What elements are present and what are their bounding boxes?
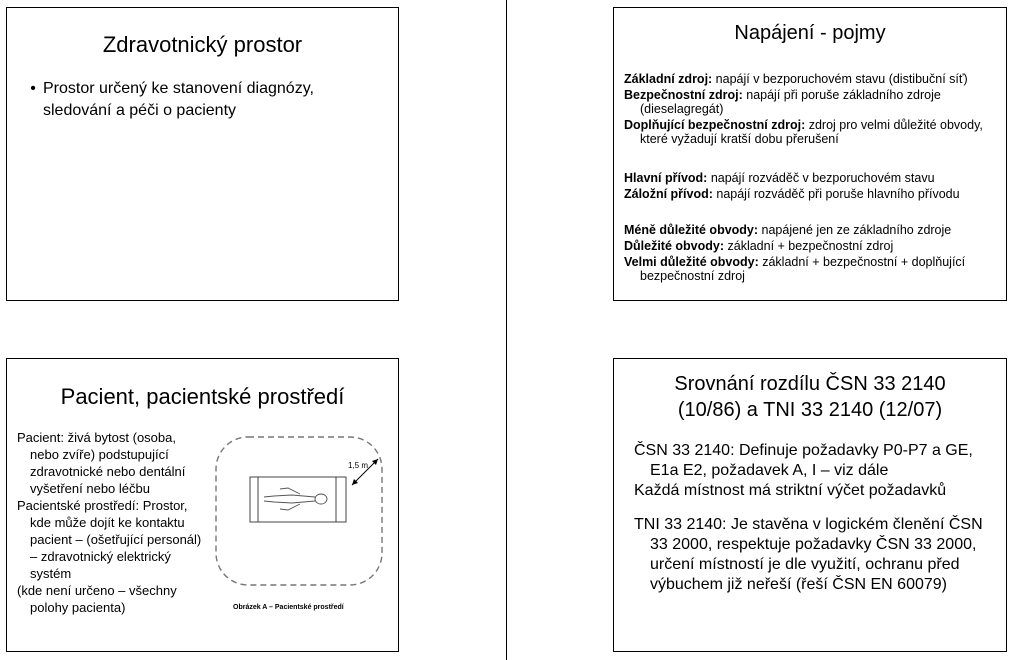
definition-desc: napájené jen ze základního zdroje [758, 223, 952, 237]
paragraph-tni: TNI 33 2140: Je stavěna v logickém členění ČSN 33 2000, respektuje požadavky ČSN 33 2000, určení místností je dle využití, ochranu před výbuchem již neřeší (řeší ČSN EN 60079) [634, 516, 983, 593]
slide-title: Zdravotnický prostor [102, 32, 303, 57]
slide-pacient-prostredi [6, 358, 399, 652]
bed-outline [250, 477, 346, 522]
paragraph-csn: ČSN 33 2140: Definuje požadavky P0-P7 a GE, E1a E2, požadavek A, I – viz dále [634, 442, 973, 479]
definition-term: Základní zdroj: [624, 72, 713, 86]
paragraph-prostredi: Pacientské prostředí: Prostor, kde může dojít ke kontaktu pacient – (ošetřující personál) – zdravotnický elektrický systém [17, 498, 202, 581]
slide-srovnani [613, 358, 1007, 652]
patient-environment-figure [202, 427, 397, 597]
definition-group-circuits [624, 223, 1002, 285]
patient-silhouette [264, 488, 327, 510]
definition-desc: napájí při poruše základního zdroje (dieselagregát) [640, 88, 941, 116]
slide-body [634, 441, 994, 595]
figure-caption: Obrázek A – Pacientské prostředí [233, 604, 344, 611]
definition-term: Důležité obvody: [624, 239, 725, 253]
slide-body [17, 429, 202, 616]
definition-item [624, 171, 1002, 185]
distance-label: 1,5 m [348, 461, 369, 470]
definition-term: Záložní přívod: [624, 187, 713, 201]
definition-desc: základní + bezpečnostní + doplňující bezpečnostní zdroj [640, 255, 966, 283]
definition-item [624, 223, 1002, 237]
definition-item [624, 239, 1002, 253]
paragraph-mistnost: Každá místnost má striktní výčet požadavků [634, 482, 947, 499]
slide-zdravotnicky-prostor [6, 7, 399, 301]
definition-item [624, 255, 1002, 283]
definition-item [624, 118, 1002, 146]
title-line-1: Srovnání rozdílu ČSN 33 2140 [674, 373, 946, 395]
definition-desc: základní + bezpečnostní zdroj [724, 239, 894, 253]
definition-term: Méně důležité obvody: [624, 223, 759, 237]
definition-item [624, 187, 1002, 201]
definition-item [624, 88, 1002, 116]
definition-term: Velmi důležité obvody: [624, 255, 759, 269]
paragraph-pacient: Pacient: živá bytost (osoba, nebo zvíře) podstupující zdravotnické nebo dentální vyšetření nebo léčbu [17, 430, 186, 496]
page-divider [506, 0, 507, 660]
definition-desc: napájí rozváděč při poruše hlavního přívodu [712, 187, 960, 201]
definition-term: Hlavní přívod: [624, 171, 708, 185]
slide-title [614, 371, 1006, 423]
definition-desc: napájí v bezporuchovém stavu (distibuční síť) [712, 72, 968, 86]
slide-title: Napájení - pojmy [734, 22, 886, 44]
definition-term: Bezpečnostní zdroj: [624, 88, 743, 102]
bullet-item: • Prostor určený ke stanovení diagnózy, sledování a péči o pacienty [23, 78, 383, 122]
paragraph-note: (kde není určeno – všechny polohy pacienta) [17, 583, 177, 615]
slide-title: Pacient, pacientské prostředí [60, 384, 345, 409]
slide-napajeni-pojmy [613, 7, 1007, 301]
zone-boundary [216, 437, 382, 585]
definition-group-feeders [624, 171, 1002, 203]
title-line-2: (10/86) a TNI 33 2140 (12/07) [677, 399, 943, 421]
definition-desc: napájí rozváděč v bezporuchovém stavu [707, 171, 935, 185]
definition-item [624, 72, 1002, 86]
bullet-list [23, 78, 383, 122]
definition-desc: zdroj pro velmi důležité obvody, které vyžadují kratší dobu přerušení [640, 118, 983, 146]
definition-term: Doplňující bezpečnostní zdroj: [624, 118, 806, 132]
definition-group-sources [624, 72, 1002, 148]
